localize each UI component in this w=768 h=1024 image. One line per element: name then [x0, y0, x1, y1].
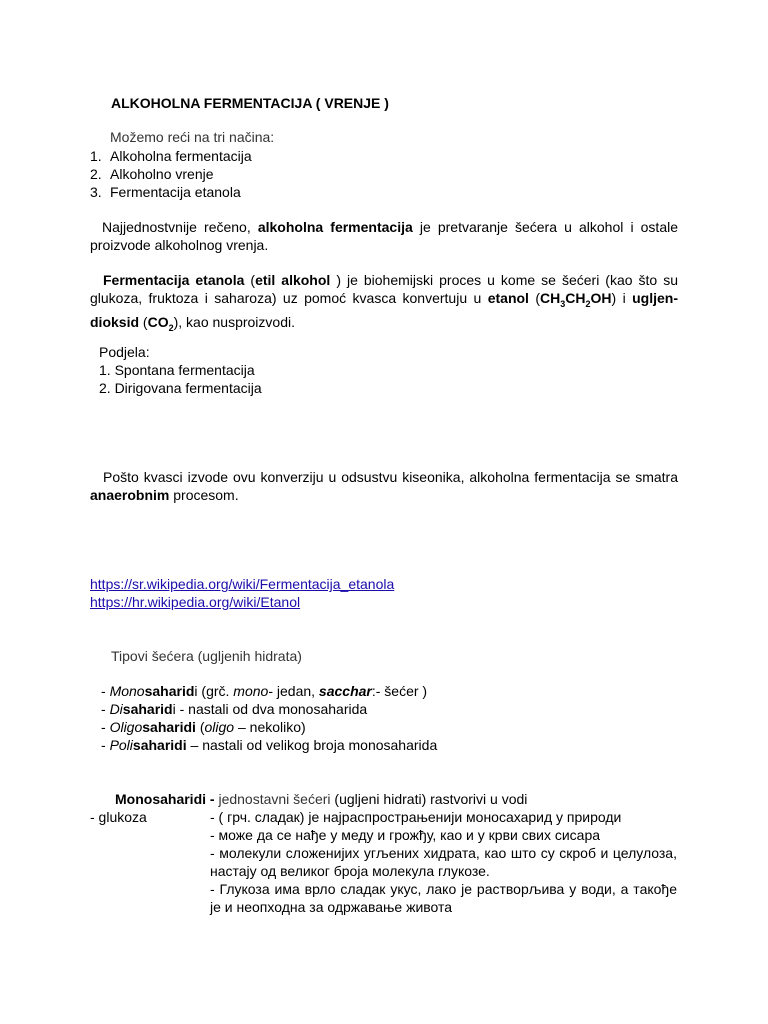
- glukoza-line: - молекули сложенијих угљених хидрата, као што су скроб и целулоза, настају од великог броја молекула глукозе.: [210, 845, 677, 879]
- link-hr-wikipedia[interactable]: https://hr.wikipedia.org/wiki/Etanol: [90, 594, 301, 610]
- list-item: 1. Alkoholna fermentacija: [90, 148, 252, 164]
- paragraph-fermentation: Fermentacija etanola (etil alkohol ) je biohemijski proces u kome se šećeri (kao što su glukoza, fruktoza i saharoza) uz pomoć kvasca konvertuju u etanol $(CH_3CH_2OH)$ i ugljen-dioksid $(CO_2)$, kao nusproizvodi.: [90, 272, 679, 333]
- glukoza-line: - може да се нађе у меду и грожђу, као и у крви свих сисара: [210, 827, 601, 843]
- paragraph-anaerobic: Pošto kvasci izvode ovu konverziju u odsustvu kiseonika, alkoholna fermentacija se smatra anaerobnim procesom.: [90, 469, 678, 503]
- glukoza-line: - ( грч. сладак) je најраспрострањенији моносахарид у природи: [210, 809, 622, 825]
- list-item: - Polisaharidi – nastali od velikog broja monosaharida: [101, 737, 438, 753]
- list-item: - Oligosaharidi (oligo – nekoliko): [101, 719, 306, 735]
- list-item: - Disaharidi - nastali od dva monosaharida: [101, 701, 368, 717]
- links-block: [90, 575, 394, 611]
- intro-list: [90, 147, 252, 201]
- list-item: 2. Dirigovana fermentacija: [99, 380, 262, 396]
- monosaharidi-heading: Monosaharidi - jednostavni šećeri (ugljeni hidrati) rastvorivi u vodi: [115, 791, 528, 807]
- glukoza-description: [210, 808, 677, 916]
- podjela-list: [99, 361, 262, 397]
- tipovi-heading: Tipovi šećera (ugljenih hidrata): [111, 648, 302, 664]
- intro-line: Možemo reći na tri načina:: [110, 129, 275, 145]
- tipovi-list: [101, 682, 437, 754]
- link-sr-wikipedia[interactable]: https://sr.wikipedia.org/wiki/Fermentacija_etanola: [90, 576, 395, 592]
- document-title: ALKOHOLNA FERMENTACIJA ( VRENJE ): [111, 95, 389, 111]
- podjela-label: Podjela:: [99, 344, 150, 360]
- list-item: 2. Alkoholno vrenje: [90, 166, 214, 182]
- glukoza-label: - glukoza: [90, 809, 147, 825]
- list-item: 1. Spontana fermentacija: [99, 362, 255, 378]
- glukoza-line: - Глукоза има врло сладак укус, лако је растворљива у води, а такође је и неопходна за одржавање живота: [210, 881, 677, 915]
- paragraph-definition: Najjednostvnije rečeno, alkoholna fermentacija je pretvaranje šećera u alkohol i ostale proizvode alkoholnog vrenja.: [90, 219, 679, 253]
- list-item: 3. Fermentacija etanola: [90, 184, 241, 200]
- list-item: - Monosaharidi (grč. mono- jedan, sacchar:- šećer ): [101, 683, 428, 699]
